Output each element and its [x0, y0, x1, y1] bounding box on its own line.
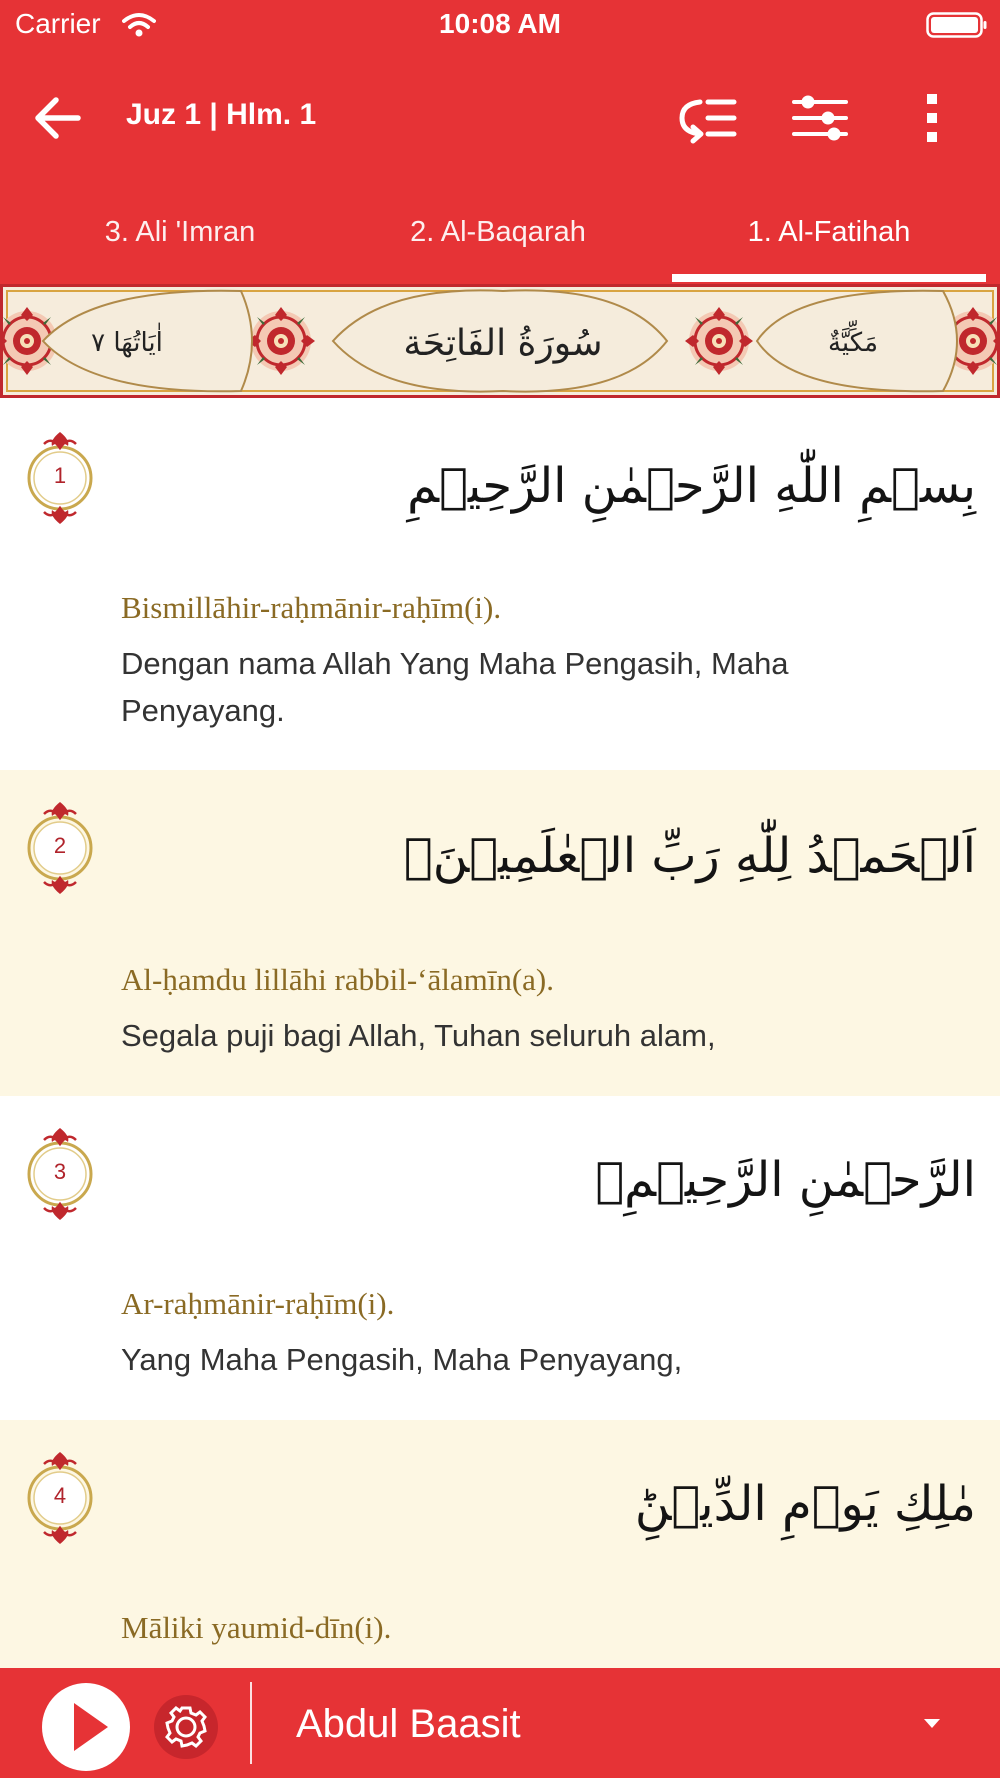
playlist-repeat-icon[interactable]	[676, 88, 740, 148]
arabic-text: بِسۡمِ اللّٰهِ الرَّحۡمٰنِ الرَّحِيۡمِ	[407, 458, 976, 514]
surah-name-calligraphy: سُورَةُ الفَاتِحَة	[403, 323, 603, 364]
transliteration: Māliki yaumid-dīn(i).	[121, 1610, 392, 1645]
verse-number-badge	[22, 798, 98, 898]
transliteration: Ar-raḥmānir-raḥīm(i).	[121, 1286, 395, 1321]
translation: Segala puji bagi Allah, Tuhan seluruh alam,	[121, 1018, 716, 1053]
status-time: 10:08 AM	[439, 8, 561, 39]
transliteration: Bismillāhir-raḥmānir-raḥīm(i).	[121, 590, 502, 625]
carrier-label: Carrier	[15, 8, 101, 39]
page-title: Juz 1 | Hlm. 1	[126, 98, 317, 131]
arabic-text: الرَّحۡمٰنِ الرَّحِيۡمِۙ	[595, 1152, 976, 1208]
tab-al-baqarah[interactable]: 2. Al-Baqarah	[410, 216, 586, 248]
reciter-name[interactable]: Abdul Baasit	[296, 1702, 521, 1746]
surah-tabs	[0, 200, 1000, 284]
arabic-text: اَلۡحَمۡدُ لِلّٰهِ رَبِّ الۡعٰلَمِيۡنَۙ	[403, 828, 976, 884]
verse-number: 1	[53, 463, 67, 488]
verse-row[interactable]	[0, 398, 1000, 770]
verse-number: 3	[53, 1159, 67, 1184]
player-divider	[250, 1682, 252, 1764]
tab-ali-imran[interactable]: 3. Ali 'Imran	[104, 216, 256, 248]
tab-al-fatihah[interactable]: 1. Al-Fatihah	[747, 216, 911, 248]
back-arrow-icon[interactable]	[28, 88, 88, 148]
toolbar	[0, 70, 1000, 166]
sliders-icon[interactable]	[788, 88, 852, 148]
transliteration: Al-ḥamdu lillāhi rabbil-‘ālamīn(a).	[121, 962, 554, 997]
audio-player-bar	[0, 1668, 1000, 1778]
verse-number-badge	[22, 1124, 98, 1224]
gear-icon	[154, 1695, 218, 1759]
ornament-frame	[3, 287, 997, 395]
verse-number: 2	[53, 833, 67, 858]
verse-number-badge	[22, 428, 98, 528]
more-vertical-icon[interactable]	[900, 88, 964, 148]
verse-row[interactable]	[0, 1096, 1000, 1420]
revelation-place: مَكِّيَّةٌ	[827, 328, 879, 358]
status-bar	[0, 0, 1000, 50]
ayat-count: اٰيَاتُهَا ٧	[91, 328, 163, 358]
tab-selected-indicator	[672, 274, 986, 282]
verse-row[interactable]	[0, 770, 1000, 1096]
surah-banner	[0, 284, 1000, 398]
verse-number: 4	[53, 1483, 67, 1508]
play-icon	[42, 1683, 130, 1771]
verse-row[interactable]	[0, 1420, 1000, 1668]
app-header	[0, 0, 1000, 284]
audio-settings-button[interactable]	[154, 1695, 218, 1759]
arabic-text: مٰلِكِ يَوۡمِ الدِّيۡنِؕ	[634, 1476, 976, 1532]
translation: Dengan nama Allah Yang Maha Pengasih, Maha Penyayang.	[121, 646, 789, 728]
play-button[interactable]	[42, 1683, 130, 1771]
verse-number-badge	[22, 1448, 98, 1548]
caret-down-icon[interactable]	[920, 1713, 944, 1733]
battery-icon	[926, 12, 988, 38]
translation: Yang Maha Pengasih, Maha Penyayang,	[121, 1342, 683, 1377]
